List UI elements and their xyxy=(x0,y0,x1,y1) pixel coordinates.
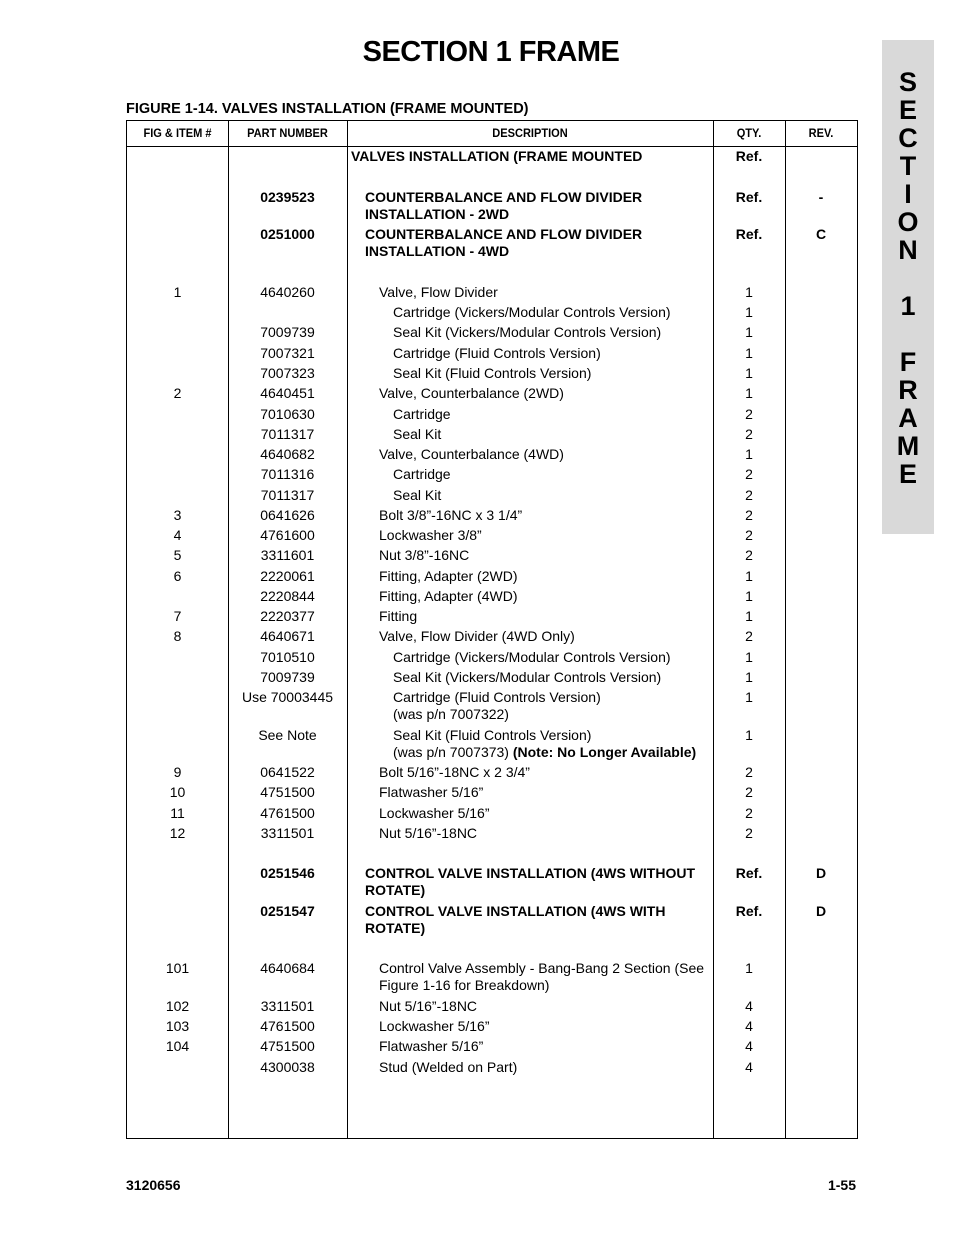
part-number-cell: 4761500 xyxy=(260,805,315,821)
qty-cell: 4 xyxy=(745,1018,753,1034)
fig-item-cell: 6 xyxy=(173,568,182,584)
availability-note: (Note: No Longer Available) xyxy=(512,744,697,760)
description-cell xyxy=(347,628,741,645)
description-line: COUNTERBALANCE AND FLOW DIVIDER xyxy=(365,189,643,205)
part-number-cell: 4751500 xyxy=(260,784,315,800)
description-cell xyxy=(347,304,755,321)
qty-cell: 2 xyxy=(745,426,753,442)
description-continuation xyxy=(379,977,741,994)
qty-cell: Ref. xyxy=(735,903,763,919)
description-cell xyxy=(347,487,755,504)
description-line: Bolt 3/8”-16NC x 3 1/4” xyxy=(379,507,523,523)
page-number: 1-55 xyxy=(827,1177,856,1193)
fig-item-cell: 104 xyxy=(165,1038,190,1054)
fig-item-cell: 11 xyxy=(170,805,185,821)
description-line: COUNTERBALANCE AND FLOW DIVIDER xyxy=(365,226,643,242)
header-fig-item: FIG & ITEM # xyxy=(143,126,212,140)
description-line: Flatwasher 5/16” xyxy=(379,1038,484,1054)
qty-cell: 2 xyxy=(745,825,753,841)
fig-item-cell: 8 xyxy=(173,628,182,644)
rev-cell: D xyxy=(815,865,827,881)
qty-cell: 2 xyxy=(745,406,753,422)
description-cell xyxy=(347,669,755,686)
description-line: Seal Kit (Fluid Controls Version) xyxy=(393,365,592,381)
description-cell xyxy=(347,784,741,801)
qty-cell: Ref. xyxy=(735,226,763,242)
part-number-cell: 7009739 xyxy=(260,669,315,685)
figure-caption: FIGURE 1-14. VALVES INSTALLATION (FRAME MOUNTED) xyxy=(126,101,529,117)
part-number-cell: 4640260 xyxy=(260,284,315,300)
description-line: Valve, Counterbalance (2WD) xyxy=(379,385,564,401)
description-line: CONTROL VALVE INSTALLATION (4WS WITHOUT xyxy=(365,865,696,881)
qty-cell: 2 xyxy=(745,547,753,563)
header-part-number: PART NUMBER xyxy=(247,126,328,140)
part-number-cell: 4761600 xyxy=(260,527,315,543)
description-cell xyxy=(347,406,755,423)
description-cell xyxy=(347,903,727,937)
description-line: Lockwasher 5/16” xyxy=(379,1018,490,1034)
description-cell xyxy=(347,805,741,822)
description-line: Cartridge (Fluid Controls Version) xyxy=(393,345,601,361)
qty-cell: 2 xyxy=(745,805,753,821)
column-divider xyxy=(785,121,786,1138)
part-number-cell: 3311501 xyxy=(260,825,315,841)
description-line: Valve, Flow Divider (4WD Only) xyxy=(379,628,575,644)
side-tab-letter: C xyxy=(898,123,918,153)
description-line: Valve, Flow Divider xyxy=(379,284,498,300)
description-line: Flatwasher 5/16” xyxy=(379,784,484,800)
side-tab-letter: E xyxy=(898,459,917,489)
qty-cell: 2 xyxy=(745,628,753,644)
description-line: VALVES INSTALLATION (FRAME MOUNTED xyxy=(351,148,643,164)
part-number-cell: 7007323 xyxy=(260,365,315,381)
description-cell xyxy=(347,588,741,605)
description-cell xyxy=(347,148,713,165)
part-number-cell: 2220844 xyxy=(260,588,315,604)
qty-cell: 1 xyxy=(745,284,753,300)
fig-item-cell: 9 xyxy=(173,764,182,780)
description-continuation xyxy=(393,744,755,761)
rev-cell: D xyxy=(815,903,827,919)
part-number-cell: 0251546 xyxy=(260,865,315,881)
description-line: Fitting, Adapter (4WD) xyxy=(379,588,518,604)
fig-item-cell: 5 xyxy=(173,547,182,563)
description-cell xyxy=(347,466,755,483)
description-line: Fitting xyxy=(379,608,418,624)
description-cell xyxy=(347,865,727,899)
description-line: Nut 3/8”-16NC xyxy=(379,547,470,563)
side-tab-letter: T xyxy=(899,151,917,181)
part-number-cell: 2220377 xyxy=(260,608,315,624)
description-line: Cartridge xyxy=(393,406,451,422)
description-cell xyxy=(347,764,741,781)
part-number-cell: 4300038 xyxy=(260,1059,315,1075)
description-cell xyxy=(347,426,755,443)
fig-item-cell: 4 xyxy=(173,527,182,543)
description-cell xyxy=(347,727,755,761)
part-number-cell: 4640451 xyxy=(260,385,315,401)
qty-cell: 2 xyxy=(745,466,753,482)
fig-item-cell: 12 xyxy=(169,825,186,841)
side-tab-letter: N xyxy=(898,235,918,265)
rev-cell: C xyxy=(815,226,827,242)
description-cell xyxy=(347,189,727,223)
qty-cell: 1 xyxy=(745,304,753,320)
part-number-cell: 7009739 xyxy=(260,324,315,340)
qty-cell: Ref. xyxy=(735,189,763,205)
description-cell xyxy=(347,446,741,463)
fig-item-cell: 102 xyxy=(165,998,190,1014)
side-tab-letter: 1 xyxy=(900,291,916,321)
description-continuation xyxy=(393,706,755,723)
description-line: Seal Kit xyxy=(393,426,442,442)
side-tab-letter: R xyxy=(898,375,918,405)
qty-cell: 4 xyxy=(745,1059,753,1075)
description-cell xyxy=(347,649,755,666)
part-number-cell: 7011317 xyxy=(260,426,315,442)
side-tab-letter: A xyxy=(898,403,918,433)
side-tab-letter: M xyxy=(896,431,920,461)
side-tab-letter: I xyxy=(904,179,912,209)
part-number-cell: 7011317 xyxy=(260,487,315,503)
part-number-cell: 7011316 xyxy=(260,466,315,482)
qty-cell: 1 xyxy=(745,608,753,624)
header-divider xyxy=(127,146,857,147)
qty-cell: 2 xyxy=(745,764,753,780)
description-line: Seal Kit (Vickers/Modular Controls Version) xyxy=(393,324,662,340)
side-tab-letter: E xyxy=(898,95,917,125)
description-line: Nut 5/16”-18NC xyxy=(379,825,478,841)
qty-cell: 2 xyxy=(745,784,753,800)
rev-cell: - xyxy=(818,189,824,205)
qty-cell: 1 xyxy=(745,446,753,462)
section-title: SECTION 1 FRAME xyxy=(362,36,620,68)
qty-cell: 2 xyxy=(745,507,753,523)
section-side-tab xyxy=(882,40,934,534)
description-line: Cartridge (Vickers/Modular Controls Version) xyxy=(393,304,671,320)
description-cell xyxy=(347,608,741,625)
qty-cell: 1 xyxy=(745,324,753,340)
part-number-cell: 2220061 xyxy=(260,568,315,584)
description-cell xyxy=(347,547,741,564)
part-number-cell: 4640682 xyxy=(260,446,315,462)
header-description: DESCRIPTION xyxy=(492,126,568,140)
part-number-cell: Use 70003445 xyxy=(241,689,334,705)
description-line: Cartridge (Vickers/Modular Controls Version) xyxy=(393,649,671,665)
description-cell xyxy=(347,507,741,524)
description-cell xyxy=(347,324,755,341)
description-line: Stud (Welded on Part) xyxy=(379,1059,518,1075)
description-cell xyxy=(347,998,741,1015)
parts-table xyxy=(126,120,858,1139)
description-cell xyxy=(347,689,755,723)
qty-cell: 1 xyxy=(745,649,753,665)
description-cell xyxy=(347,568,741,585)
description-cell xyxy=(347,527,741,544)
description-cell xyxy=(347,365,755,382)
side-tab-letter: S xyxy=(898,67,917,97)
qty-cell: Ref. xyxy=(735,148,763,164)
part-number-cell: 0239523 xyxy=(260,189,315,205)
description-continuation xyxy=(365,206,727,223)
description-line: Fitting, Adapter (2WD) xyxy=(379,568,518,584)
part-number-cell: 4640671 xyxy=(260,628,315,644)
part-number-cell: 7007321 xyxy=(260,345,315,361)
description-cell xyxy=(347,825,741,842)
description-cell xyxy=(347,1018,741,1035)
qty-cell: 1 xyxy=(745,345,753,361)
description-cell xyxy=(347,226,727,260)
part-number-cell: 7010630 xyxy=(260,406,315,422)
description-line: Seal Kit (Vickers/Modular Controls Version) xyxy=(393,669,662,685)
side-tab-letter: O xyxy=(897,207,919,237)
description-cell xyxy=(347,385,741,402)
description-continuation xyxy=(365,243,727,260)
description-line: Bolt 5/16”-18NC x 2 3/4” xyxy=(379,764,530,780)
description-line: Cartridge (Fluid Controls Version) xyxy=(393,689,601,705)
description-line: Lockwasher 3/8” xyxy=(379,527,482,543)
qty-cell: 1 xyxy=(745,727,753,743)
fig-item-cell: 3 xyxy=(173,507,182,523)
description-line: Valve, Counterbalance (4WD) xyxy=(379,446,564,462)
side-tab-letter: F xyxy=(899,347,917,377)
part-number-cell: See Note xyxy=(258,727,317,743)
header-rev: REV. xyxy=(808,126,834,140)
description-line: Figure 1-16 for Breakdown) xyxy=(379,977,550,993)
qty-cell: 1 xyxy=(745,669,753,685)
fig-item-cell: 101 xyxy=(165,960,190,976)
part-number-cell: 0641522 xyxy=(260,764,315,780)
qty-cell: 1 xyxy=(745,365,753,381)
description-line: Control Valve Assembly - Bang-Bang 2 Section (See xyxy=(379,960,705,976)
qty-cell: 2 xyxy=(745,487,753,503)
description-line: INSTALLATION - 4WD xyxy=(365,243,510,259)
fig-item-cell: 1 xyxy=(173,284,182,300)
document-number: 3120656 xyxy=(126,1177,181,1193)
description-line: ROTATE) xyxy=(365,882,426,898)
description-continuation xyxy=(365,882,727,899)
description-cell xyxy=(347,284,741,301)
qty-cell: 4 xyxy=(745,1038,753,1054)
qty-cell: 1 xyxy=(745,960,753,976)
description-line: Seal Kit (Fluid Controls Version) xyxy=(393,727,592,743)
qty-cell: Ref. xyxy=(735,865,763,881)
part-number-cell: 4640684 xyxy=(260,960,315,976)
part-number-cell: 0251000 xyxy=(260,226,315,242)
part-number-cell: 0641626 xyxy=(260,507,315,523)
qty-cell: 2 xyxy=(745,527,753,543)
part-number-cell: 4761500 xyxy=(260,1018,315,1034)
part-number-cell: 7010510 xyxy=(260,649,315,665)
qty-cell: 1 xyxy=(745,588,753,604)
part-number-cell: 3311501 xyxy=(260,998,315,1014)
description-line: (was p/n 7007322) xyxy=(393,706,509,722)
fig-item-cell: 7 xyxy=(173,608,182,624)
qty-cell: 4 xyxy=(745,998,753,1014)
description-line: INSTALLATION - 2WD xyxy=(365,206,510,222)
qty-cell: 1 xyxy=(745,568,753,584)
description-line: ROTATE) xyxy=(365,920,426,936)
part-number-cell: 4751500 xyxy=(260,1038,315,1054)
header-qty: QTY. xyxy=(736,126,762,140)
fig-item-cell: 103 xyxy=(165,1018,190,1034)
description-line: CONTROL VALVE INSTALLATION (4WS WITH xyxy=(365,903,666,919)
part-number-cell: 0251547 xyxy=(260,903,315,919)
description-cell xyxy=(347,1059,741,1076)
description-continuation xyxy=(365,920,727,937)
description-line: Seal Kit xyxy=(393,487,442,503)
part-number-cell: 3311601 xyxy=(260,547,315,563)
description-cell xyxy=(347,345,755,362)
fig-item-cell: 10 xyxy=(169,784,186,800)
description-line: Cartridge xyxy=(393,466,451,482)
qty-cell: 1 xyxy=(745,689,753,705)
fig-item-cell: 2 xyxy=(173,385,182,401)
description-line: Lockwasher 5/16” xyxy=(379,805,490,821)
description-cell xyxy=(347,1038,741,1055)
description-cell xyxy=(347,960,741,994)
qty-cell: 1 xyxy=(745,385,753,401)
description-line: (was p/n 7007373) xyxy=(393,744,513,760)
description-line: Nut 5/16”-18NC xyxy=(379,998,478,1014)
